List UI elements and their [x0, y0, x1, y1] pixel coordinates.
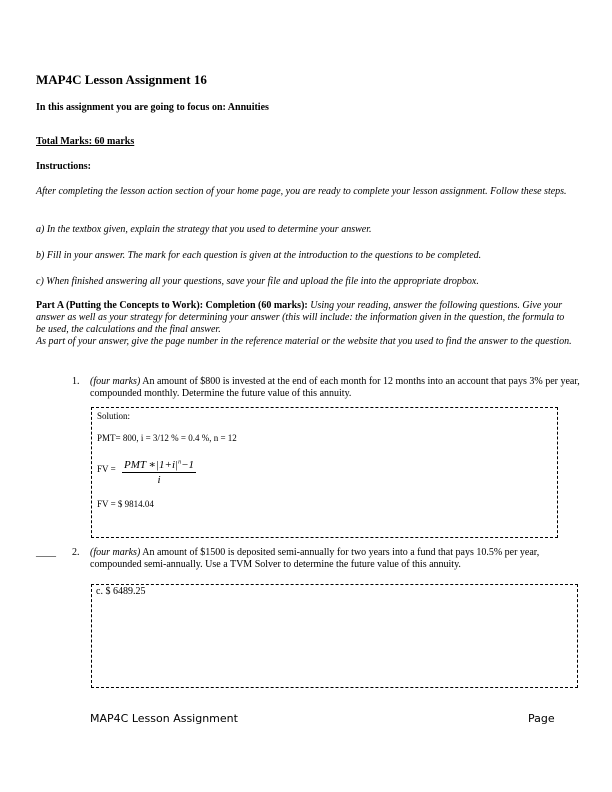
part-a-text-2: As part of your answer, give the page number in the reference material or the website that you used to find the answer to the question. — [36, 336, 572, 347]
instruction-step-c: c) When finished answering all your questions, save your file and upload the file into the appropriate dropbox. — [36, 276, 479, 287]
total-marks: Total Marks: 60 marks — [36, 136, 135, 147]
question-1-body: An amount of $800 is invested at the end of each month for 12 months into an account that pays 3% per year, compounded monthly. Determine the future value of this annuity. — [90, 376, 580, 399]
answer-2-text: c. $ 6489.25 — [96, 586, 146, 597]
question-1-text — [90, 376, 580, 400]
fv-label: FV = — [97, 464, 116, 474]
formula-numerator: PMT ∗|1+i| — [124, 459, 179, 471]
solution-label: Solution: — [97, 411, 131, 421]
question-2-number: 2. — [72, 547, 80, 558]
focus-line: In this assignment you are going to focus on: Annuities — [36, 102, 269, 113]
part-a-heading: Part A (Putting the Concepts to Work): Completion (60 marks): — [36, 300, 308, 311]
instructions-intro: After completing the lesson action section of your home page, you are ready to complete your lesson assignment. Follow these steps. — [36, 186, 567, 197]
formula-exponent: n — [178, 459, 182, 466]
footer-title: MAP4C Lesson Assignment — [90, 712, 238, 725]
question-1-number: 1. — [72, 376, 80, 387]
instruction-step-b: b) Fill in your answer. The mark for each question is given at the introduction to the questions to be completed. — [36, 250, 482, 261]
question-2-marks: (four marks) — [90, 547, 141, 558]
footer-page: Page — [528, 712, 555, 725]
question-2-text — [90, 547, 580, 571]
formula-tail: −1 — [181, 459, 194, 471]
question-2-blank: ____ — [36, 547, 56, 558]
answer-box-1[interactable] — [91, 407, 558, 538]
question-2-body: An amount of $1500 is deposited semi-annually for two years into a fund that pays 10.5% per year, compounded semi-annually. Use a TVM Solver to determine the future value of this annuity. — [90, 547, 540, 570]
instruction-step-a: a) In the textbox given, explain the strategy that you used to determine your answer. — [36, 224, 372, 235]
question-1-marks: (four marks) — [90, 376, 141, 387]
part-a-section — [36, 300, 576, 348]
page-title: MAP4C Lesson Assignment 16 — [36, 72, 207, 87]
formula-denominator: i — [157, 474, 161, 486]
given-values: PMT= 800, i = 3/12 % = 0.4 %, n = 12 — [97, 433, 237, 443]
answer-box-2[interactable] — [91, 584, 578, 688]
part-a-text-1: Using your reading, answer the following questions. Give your answer as well as your strategy for determining your answer (this will include: the information given in the question, the formula to be used, the calculations and the final answer. — [36, 300, 565, 335]
fv-formula — [122, 458, 196, 486]
fv-result: FV = $ 9814.04 — [97, 499, 154, 509]
instructions-heading: Instructions: — [36, 161, 92, 172]
